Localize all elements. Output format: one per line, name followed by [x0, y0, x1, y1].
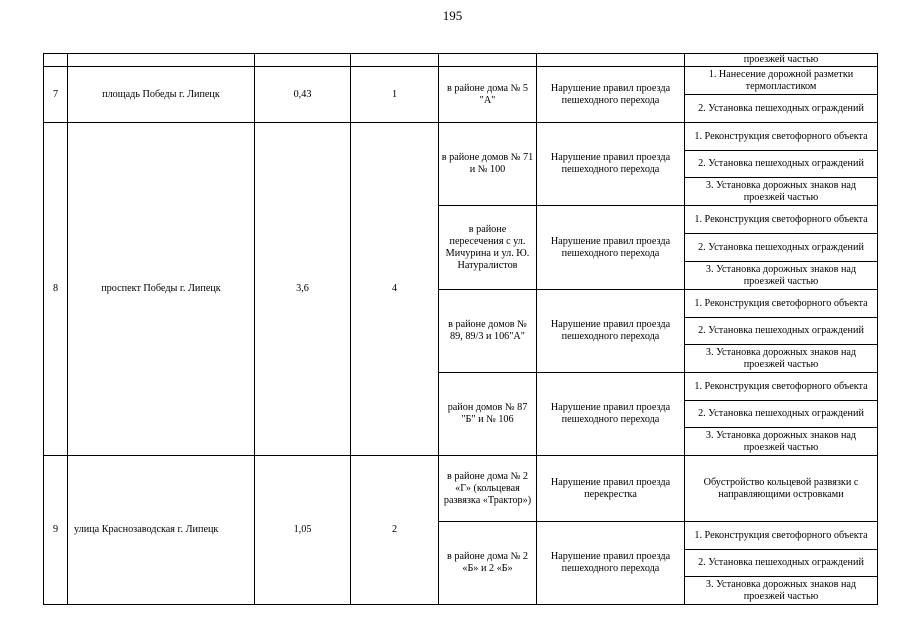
row-number: 9: [44, 456, 68, 605]
violation-cell: Нарушение правил проезда пешеходного перехода: [537, 206, 685, 290]
place-cell: в районе дома № 2 «Б» и 2 «Б»: [439, 522, 537, 605]
measure-cell: 3. Установка дорожных знаков над проезжей частью: [685, 345, 878, 373]
measure-cell: 2. Установка пешеходных ограждений: [685, 95, 878, 123]
violation-cell: Нарушение правил проезда пешеходного перехода: [537, 290, 685, 373]
street-cell: проспект Победы г. Липецк: [68, 123, 255, 456]
measure-cell: 1. Реконструкция светофорного объекта: [685, 206, 878, 234]
violation-cell: Нарушение правил проезда пешеходного перехода: [537, 123, 685, 206]
measures-table: [43, 53, 878, 605]
page-number: 195: [442, 8, 463, 23]
measure-cell: 3. Установка дорожных знаков над проезжей частью: [685, 178, 878, 206]
place-cell: в районе домов № 89, 89/3 и 106"А": [439, 290, 537, 373]
measure-cell: 2. Установка пешеходных ограждений: [685, 318, 878, 345]
violation-cell: Нарушение правил проезда пешеходного перехода: [537, 373, 685, 456]
table-row: [44, 54, 878, 67]
length-cell: 0,43: [255, 67, 351, 123]
place-cell: в районе дома № 2 «Г» (кольцевая развязка «Трактор»): [439, 456, 537, 522]
length-cell: 1,05: [255, 456, 351, 605]
measure-cell: 3. Установка дорожных знаков над проезжей частью: [685, 428, 878, 456]
place-cell: в районе пересечения с ул. Мичурина и ул. Ю. Натуралистов: [439, 206, 537, 290]
row-number: 8: [44, 123, 68, 456]
measure-cell: 3. Установка дорожных знаков над проезжей частью: [685, 262, 878, 290]
place-cell: в районе домов № 71 и № 100: [439, 123, 537, 206]
measure-cell: 3. Установка дорожных знаков над проезжей частью: [685, 577, 878, 605]
violation-cell: Нарушение правил проезда пешеходного перехода: [537, 67, 685, 123]
measure-cell: 1. Реконструкция светофорного объекта: [685, 522, 878, 550]
row-number: 7: [44, 67, 68, 123]
measure-cell: 2. Установка пешеходных ограждений: [685, 234, 878, 262]
measure-cell: 1. Реконструкция светофорного объекта: [685, 373, 878, 401]
count-cell: 4: [351, 123, 439, 456]
measure-cell: 1. Реконструкция светофорного объекта: [685, 123, 878, 151]
table-row: [44, 456, 878, 522]
place-cell: район домов № 87 "Б" и № 106: [439, 373, 537, 456]
table-row: [44, 67, 878, 95]
measure-cell: проезжей частью: [685, 54, 878, 67]
table-row: [44, 123, 878, 151]
length-cell: 3,6: [255, 123, 351, 456]
measure-cell: 1. Нанесение дорожной разметки термопластиком: [685, 67, 878, 95]
count-cell: 1: [351, 67, 439, 123]
street-cell: площадь Победы г. Липецк: [68, 67, 255, 123]
place-cell: в районе дома № 5 "А": [439, 67, 537, 123]
measure-cell: 1. Реконструкция светофорного объекта: [685, 290, 878, 318]
violation-cell: Нарушение правил проезда перекрестка: [537, 456, 685, 522]
measure-cell: Обустройство кольцевой развязки с направляющими островками: [685, 456, 878, 522]
measure-cell: 2. Установка пешеходных ограждений: [685, 401, 878, 428]
street-cell: улица Краснозаводская г. Липецк: [68, 456, 255, 605]
measure-cell: 2. Установка пешеходных ограждений: [685, 550, 878, 577]
violation-cell: Нарушение правил проезда пешеходного перехода: [537, 522, 685, 605]
count-cell: 2: [351, 456, 439, 605]
measure-cell: 2. Установка пешеходных ограждений: [685, 151, 878, 178]
